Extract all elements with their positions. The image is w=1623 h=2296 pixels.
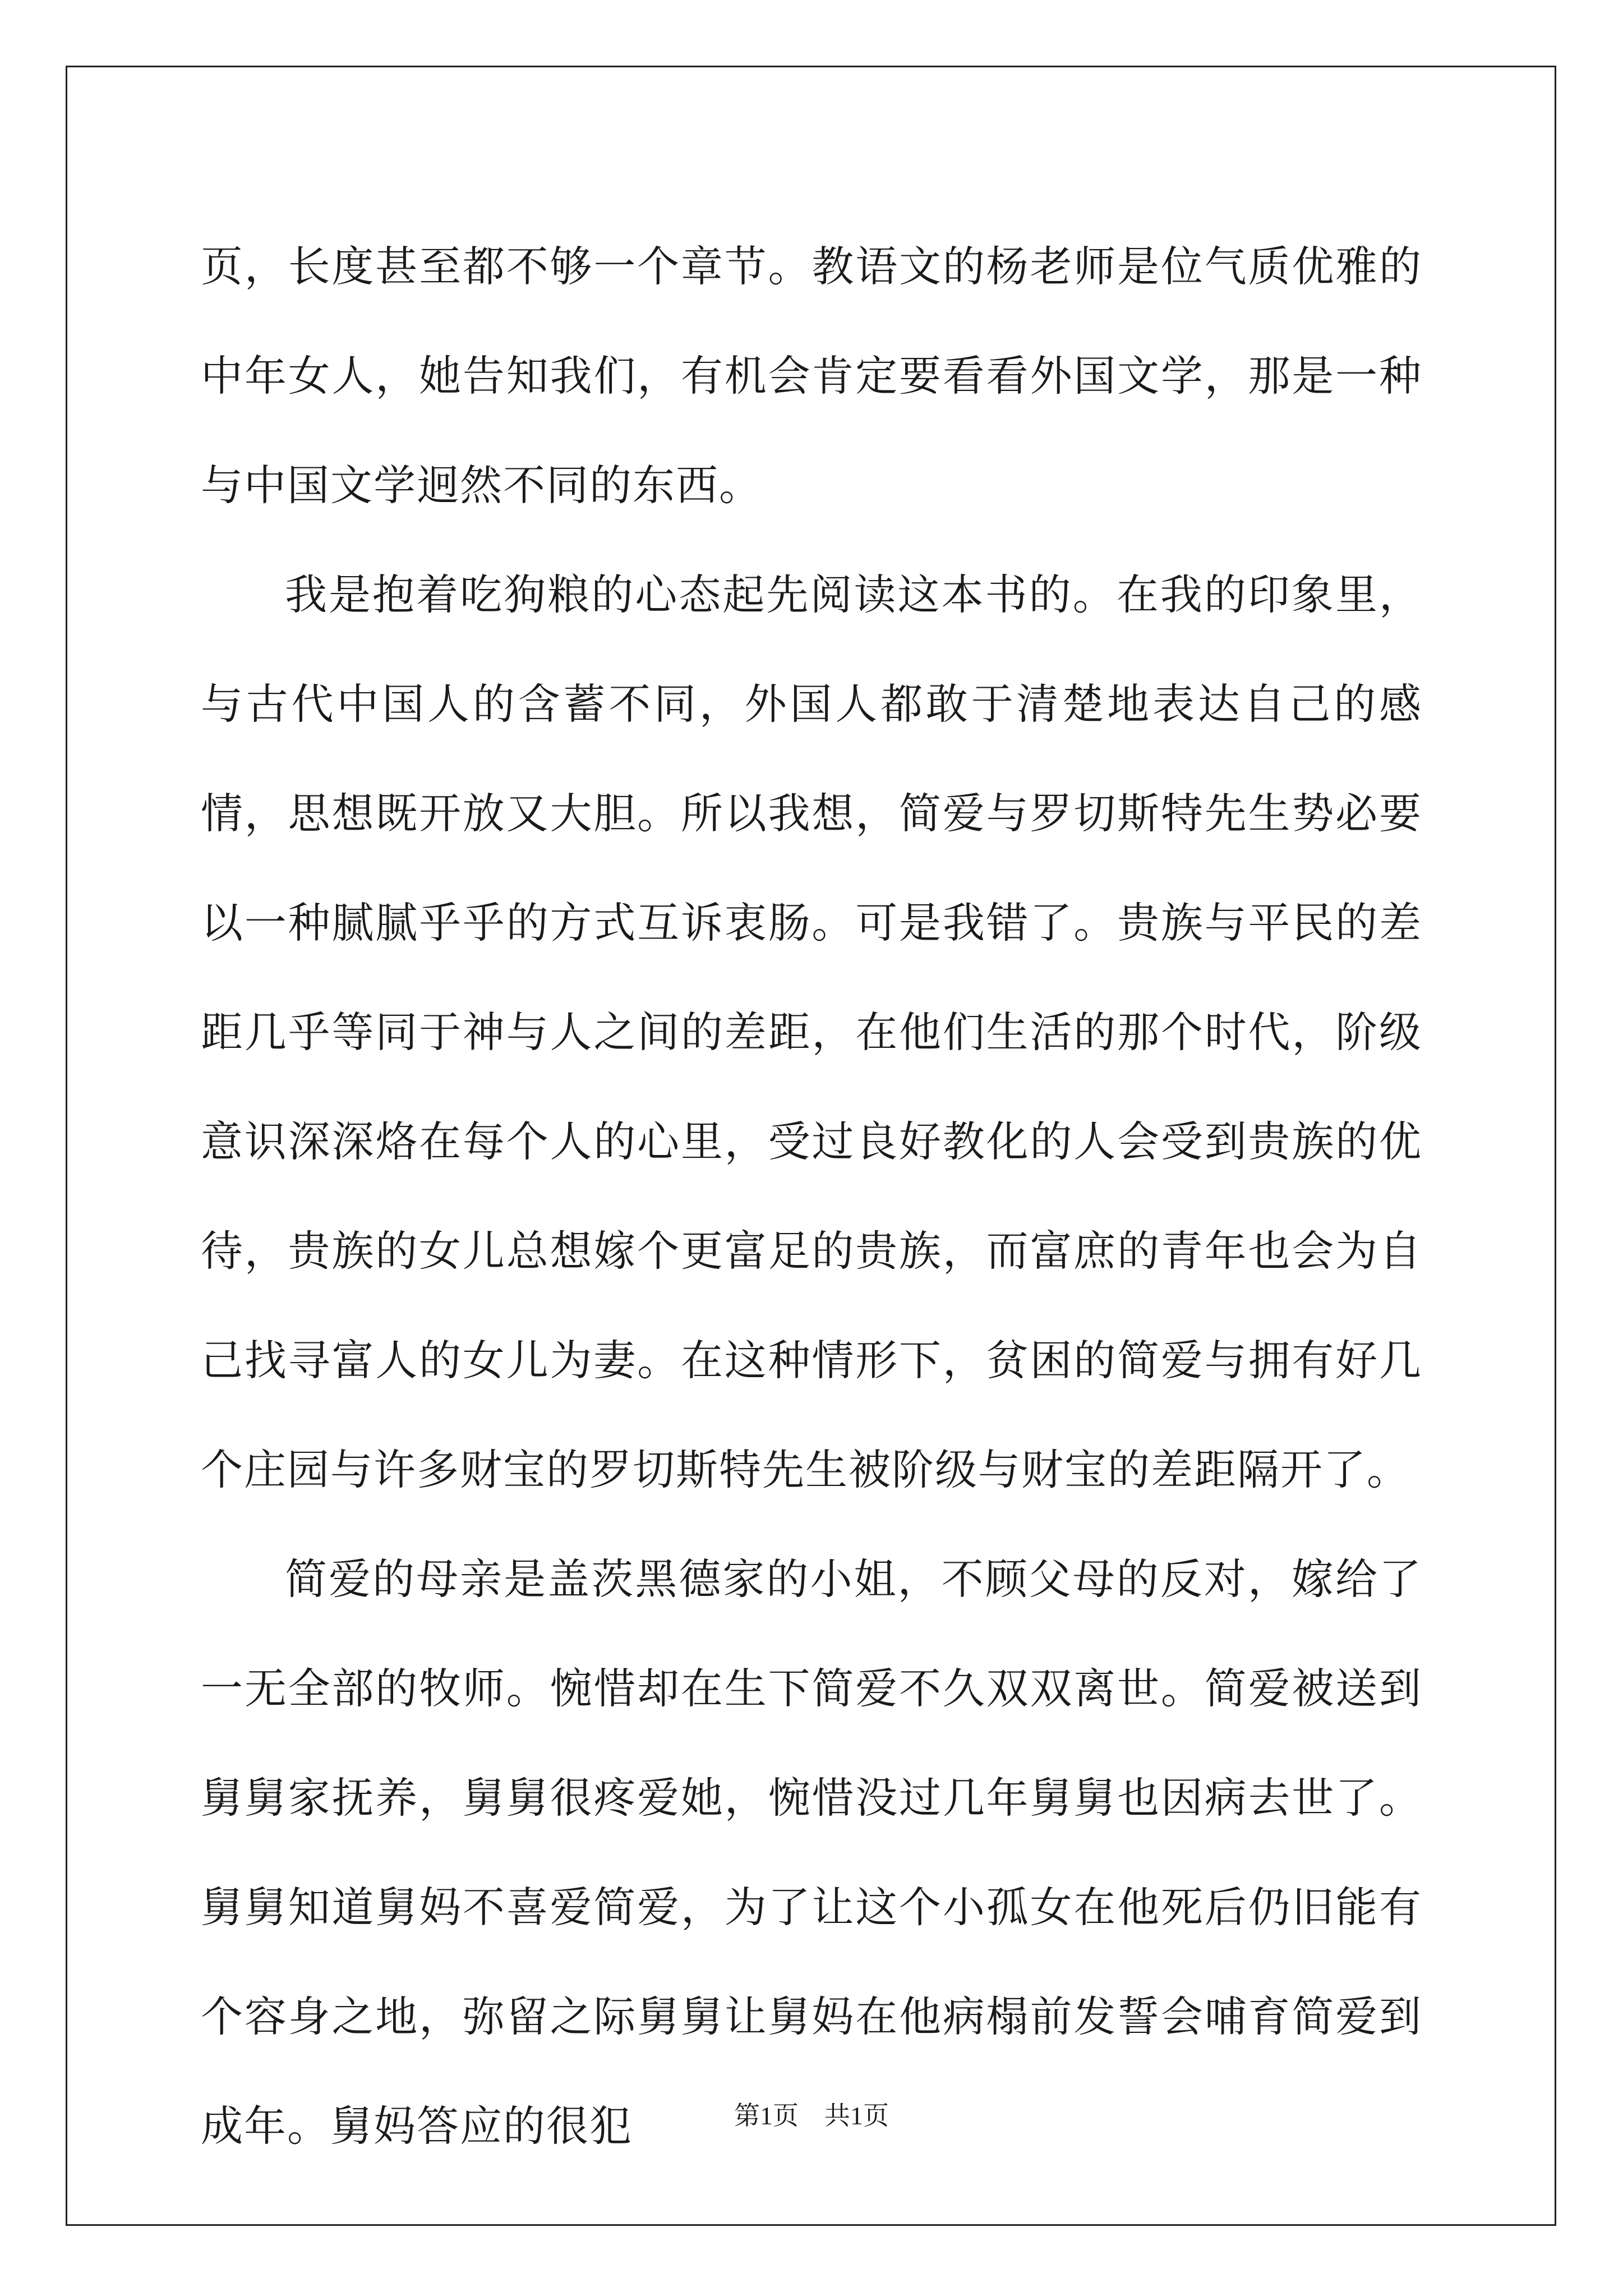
page-footer — [0, 2099, 1623, 2133]
paragraph: 我是抱着吃狗粮的心态起先阅读这本书的。在我的印象里，与古代中国人的含蓄不同，外国人都敢于清楚地表达自己的感情，思想既开放又大胆。所以我想，简爱与罗切斯特先生势必要以一种腻腻乎乎的方式互诉衷肠。可是我错了。贵族与平民的差距几乎等同于神与人之间的差距，在他们生活的那个时代，阶级意识深深烙在每个人的心里，受过良好教化的人会受到贵族的优待，贵族的女儿总想嫁个更富足的贵族，而富庶的青年也会为自己找寻富人的女儿为妻。在这种情形下，贫困的简爱与拥有好几个庄园与许多财宝的罗切斯特先生被阶级与财宝的差距隔开了。 — [201, 570, 1422, 1494]
paragraph-continued: 页，长度甚至都不够一个章节。教语文的杨老师是位气质优雅的中年女人，她告知我们，有机会肯定要看看外国文学，那是一种与中国文学迥然不同的东西。 — [201, 242, 1422, 510]
document-body — [201, 212, 1422, 2181]
page-number-label: 第1页 共1页 — [734, 2101, 889, 2130]
paragraph: 简爱的母亲是盖茨黑德家的小姐，不顾父母的反对，嫁给了一无全部的牧师。惋惜却在生下简爱不久双双离世。简爱被送到舅舅家抚养，舅舅很疼爱她，惋惜没过几年舅舅也因病去世了。舅舅知道舅妈不喜爱简爱，为了让这个小孤女在他死后仍旧能有个容身之地，弥留之际舅舅让舅妈在他病榻前发誓会哺育简爱到成年。舅妈答应的很犯 — [201, 1554, 1422, 2151]
